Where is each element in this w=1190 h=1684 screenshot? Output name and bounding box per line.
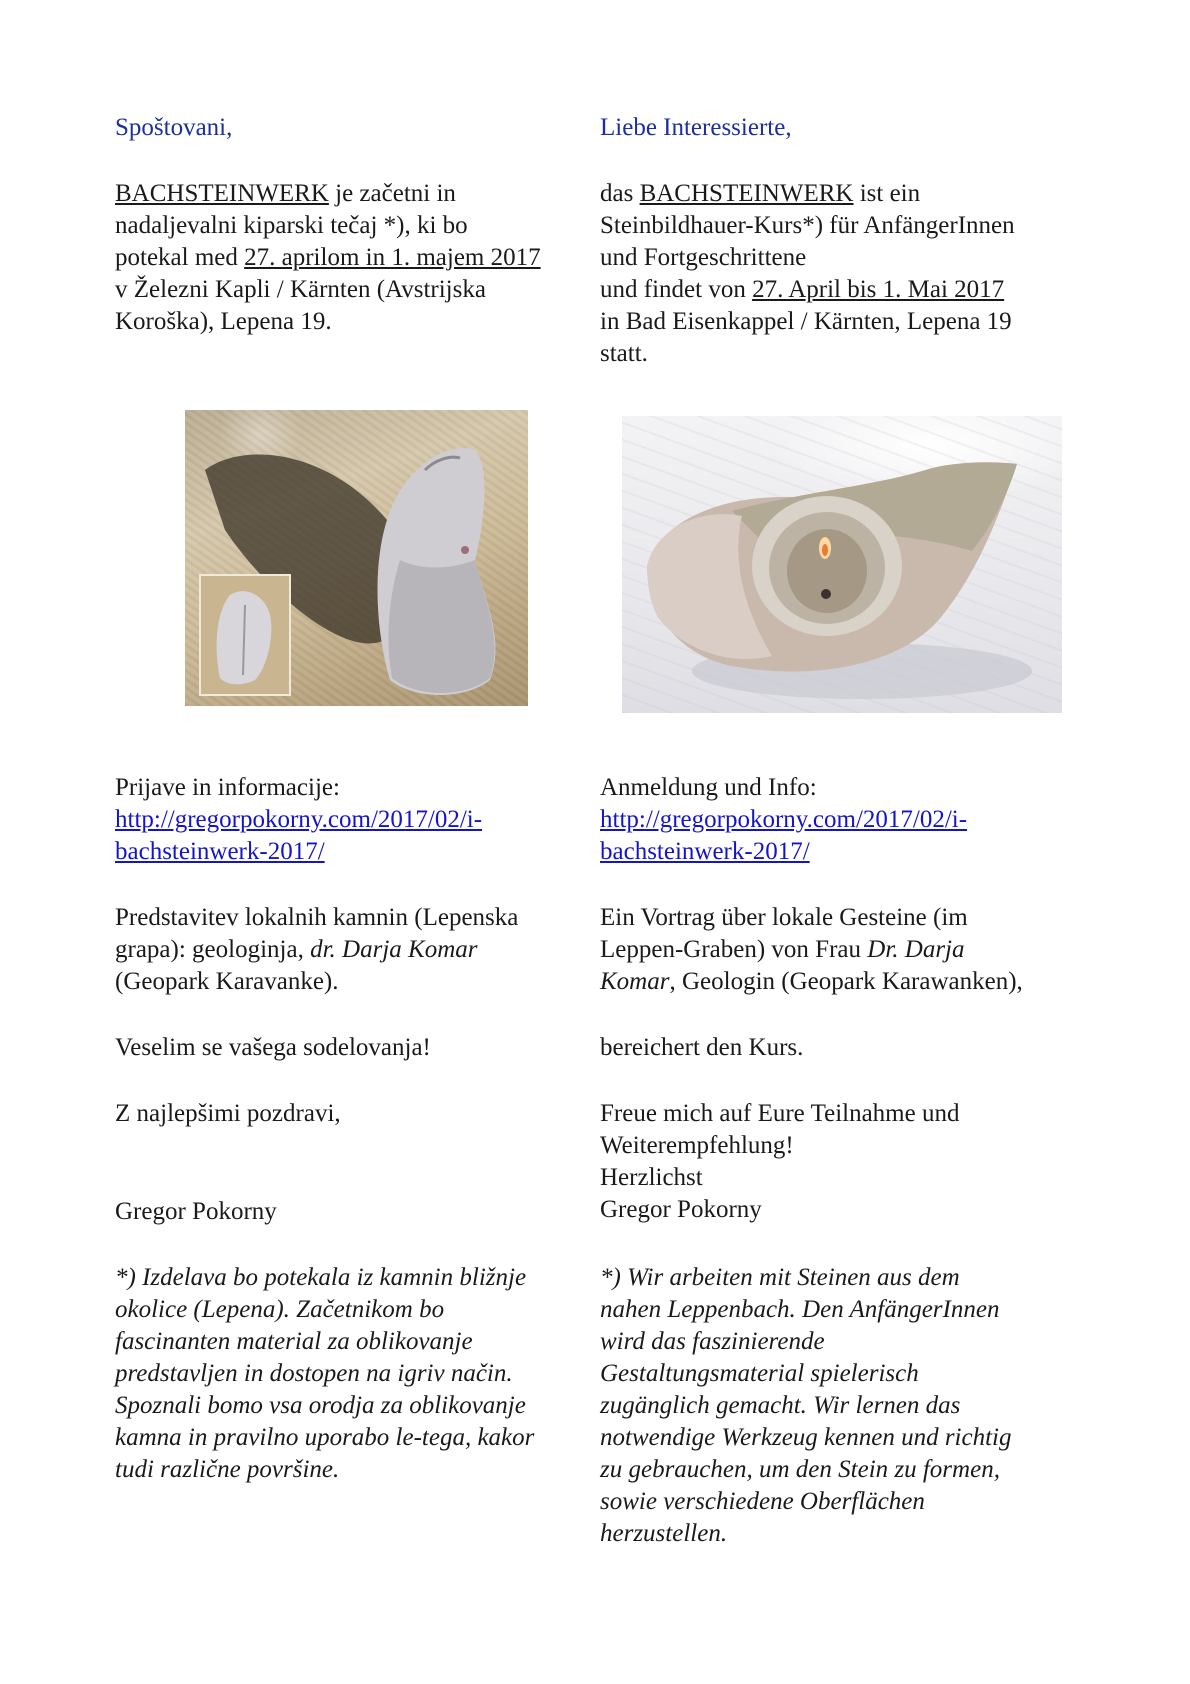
footnote-line: *) Wir arbeiten mit Steinen aus dem (600, 1264, 960, 1291)
course-dates: 27. aprilom in 1. majem 2017 (244, 244, 541, 271)
intro-line: das BACHSTEINWERK ist ein (600, 180, 921, 207)
registration-link[interactable]: bachsteinwerk-2017/ (115, 838, 325, 865)
lecture-line: Predstavitev lokalnih kamnin (Lepenska (115, 904, 519, 931)
intro-line: statt. (600, 340, 648, 367)
signature: Gregor Pokorny (115, 1198, 277, 1225)
footnote-line: tudi različne površine. (115, 1456, 340, 1483)
greeting: Spoštovani, (115, 114, 233, 141)
slovene-column (115, 0, 595, 1684)
registration-link[interactable]: http://gregorpokorny.com/2017/02/i- (115, 806, 483, 833)
intro-line: in Bad Eisenkappel / Kärnten, Lepena 19 (600, 308, 1012, 335)
intro-line: potekal med 27. aprilom in 1. majem 2017 (115, 244, 541, 271)
lecture-line: (Geopark Karavanke). (115, 968, 339, 995)
looking-forward: Weiterempfehlung! (600, 1132, 794, 1159)
looking-forward: Freue mich auf Eure Teilnahme und (600, 1100, 960, 1127)
lecture-line: Komar, Geologin (Geopark Karawanken), (600, 968, 1023, 995)
intro-line: v Železni Kapli / Kärnten (Avstrijska (115, 276, 486, 303)
registration-link[interactable]: http://gregorpokorny.com/2017/02/i- (600, 806, 968, 833)
lecturer-name: Dr. Darja (867, 936, 965, 963)
footnote-line: sowie verschiedene Oberflächen (600, 1488, 925, 1515)
footnote-line: herzustellen. (600, 1520, 728, 1547)
intro-line: nadaljevalni kiparski tečaj *), ki bo (115, 212, 468, 239)
greeting: Liebe Interessierte, (600, 114, 792, 141)
intro-line: und Fortgeschrittene (600, 244, 807, 271)
lecturer-name: Komar (600, 968, 670, 995)
footnote-line: wird das faszinierende (600, 1328, 825, 1355)
footnote-line: predstavljen in dostopen na igriv način. (115, 1360, 513, 1387)
closing: Herzlichst (600, 1164, 703, 1191)
footnote-line: zu gebrauchen, um den Stein zu formen, (600, 1456, 1000, 1483)
signature: Gregor Pokorny (600, 1196, 762, 1223)
lecture-line: Leppen-Graben) von Frau Dr. Darja (600, 936, 965, 963)
intro-line: Koroška), Lepena 19. (115, 308, 332, 335)
enriches-text: bereichert den Kurs. (600, 1034, 804, 1061)
footnote-line: okolice (Lepena). Začetnikom bo (115, 1296, 445, 1323)
footnote-line: fascinanten material za oblikovanje (115, 1328, 473, 1355)
german-column (600, 0, 1100, 1684)
lecturer-name: dr. Darja Komar (310, 936, 478, 963)
intro-line: und findet von 27. April bis 1. Mai 2017 (600, 276, 1005, 303)
footnote-line: notwendige Werkzeug kennen und richtig (600, 1424, 1012, 1451)
lecture-line: Ein Vortrag über lokale Gesteine (im (600, 904, 968, 931)
footnote-line: kamna in pravilno uporabo le-tega, kakor (115, 1424, 535, 1451)
intro-line: BACHSTEINWERK je začetni in (115, 180, 456, 207)
brand-name: BACHSTEINWERK (639, 180, 854, 207)
footnote-line: *) Izdelava bo potekala iz kamnin bližnje (115, 1264, 527, 1291)
course-dates: 27. April bis 1. Mai 2017 (752, 276, 1005, 303)
closing: Z najlepšimi pozdravi, (115, 1100, 341, 1127)
looking-forward: Veselim se vašega sodelovanja! (115, 1034, 431, 1061)
footnote-line: nahen Leppenbach. Den AnfängerInnen (600, 1296, 1000, 1323)
registration-label: Prijave in informacije: (115, 774, 340, 801)
registration-link[interactable]: bachsteinwerk-2017/ (600, 838, 810, 865)
registration-label: Anmeldung und Info: (600, 774, 817, 801)
brand-name: BACHSTEINWERK (115, 180, 329, 207)
footnote-line: Gestaltungsmaterial spielerisch (600, 1360, 919, 1387)
stone-sculpture-photo (185, 410, 528, 706)
footnote-line: Spoznali bomo vsa orodja za oblikovanje (115, 1392, 526, 1419)
stone-bowl-in-snow-photo (622, 416, 1062, 713)
lecture-line: grapa): geologinja, dr. Darja Komar (115, 936, 478, 963)
footnote-line: zugänglich gemacht. Wir lernen das (600, 1392, 961, 1419)
intro-line: Steinbildhauer-Kurs*) für AnfängerInnen (600, 212, 1015, 239)
